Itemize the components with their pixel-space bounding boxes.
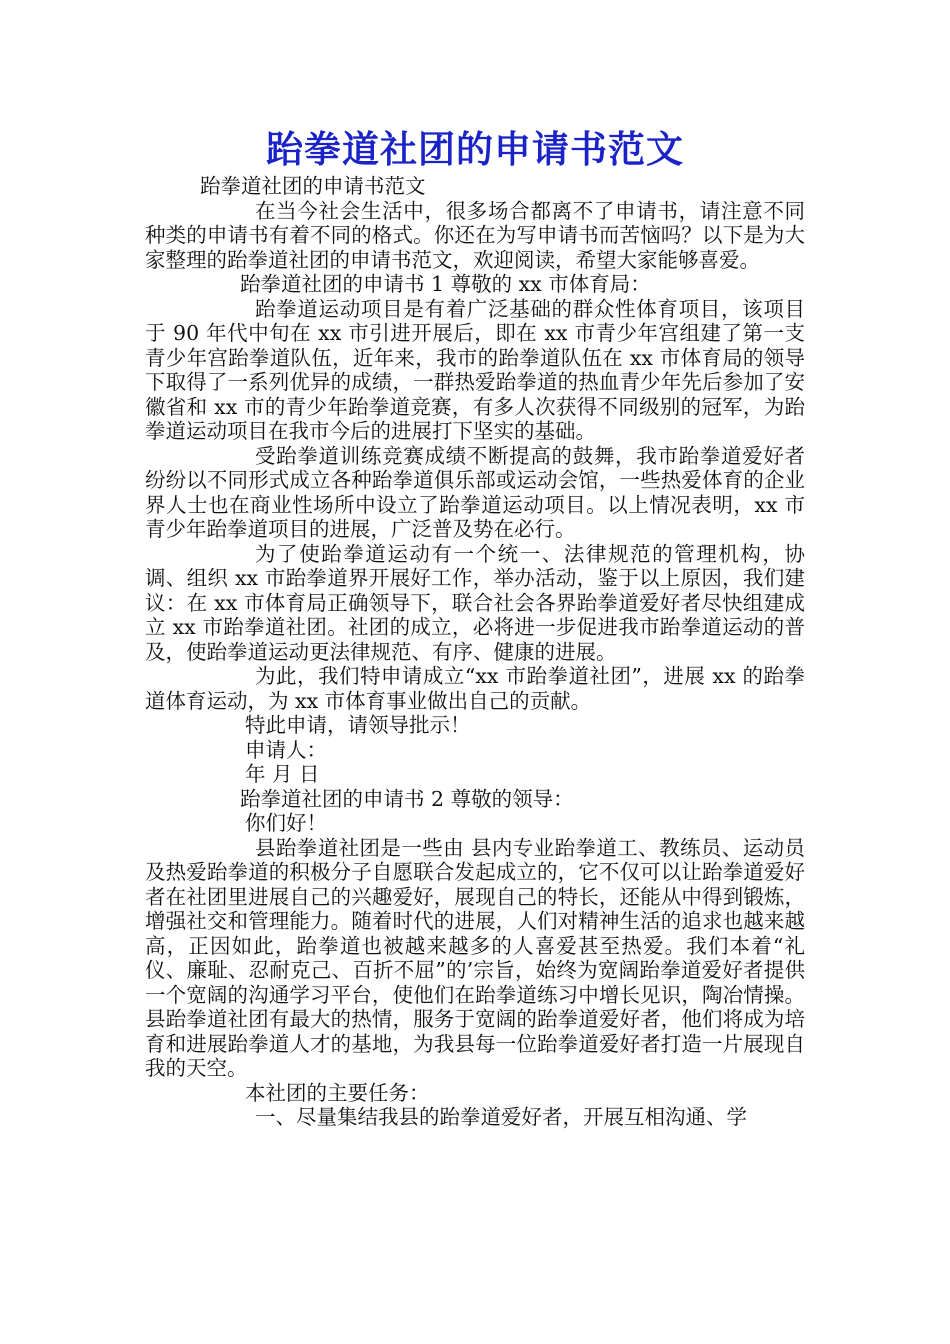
body-paragraph: 跆拳道运动项目是有着广泛基础的群众性体育项目，该项目于 90 年代中旬在 xx 市引进开展后，即在 xx 市青少年宫组建了第一支青少年宫跆拳道队伍，近年来，我市的跆拳道队伍在 xx 市体育局的领导下取得了一系列优异的成绩，一群热爱跆拳道的热血青少年先后参加了安徽省和 xx 市的青少年跆拳道竞赛，有多人次获得不同级别的冠军，为跆拳道运动项目在我市今后的进展打下坚实的基础。: [145, 296, 805, 443]
tasks-heading: 本社团的主要任务：: [245, 1080, 430, 1105]
document-body: [145, 174, 805, 1130]
document-title: 跆拳道社团的申请书范文: [266, 128, 684, 171]
body-paragraph: 为了使跆拳道运动有一个统一、法律规范的管理机构，协调、组织 xx 市跆拳道界开展好工作，举办活动，鉴于以上原因，我们建议：在 xx 市体育局正确领导下，联合社会各界跆拳道爱好者尽快组建成立 xx 市跆拳道社团。社团的成立，必将进一步促进我市跆拳道运动的普及，使跆拳道运动更法律规范、有序、健康的进展。: [145, 541, 805, 664]
letter-1-heading: 跆拳道社团的申请书 1 尊敬的 xx 市体育局：: [240, 272, 651, 296]
request-line: 特此申请，请领导批示！: [245, 713, 471, 737]
letter-2-heading: 跆拳道社团的申请书 2 尊敬的领导：: [240, 786, 574, 811]
date-line: 年 月 日: [245, 762, 320, 786]
body-paragraph: 为此，我们特申请成立“xx 市跆拳道社团”，进展 xx 的跆拳道体育运动，为 xx 市体育事业做出自己的贡献。: [145, 664, 805, 713]
subtitle-paragraph: 跆拳道社团的申请书范文: [200, 174, 426, 198]
applicant-line: 申请人：: [245, 737, 327, 762]
intro-paragraph: 在当今社会生活中，很多场合都离不了申请书，请注意不同种类的申请书有着不同的格式。你还在为写申请书而苦恼吗？以下是为大家整理的跆拳道社团的申请书范文，欢迎阅读，希望大家能够喜爱。: [145, 198, 805, 272]
task-item: 一、尽量集结我县的跆拳道爱好者，开展互相沟通、学: [255, 1105, 747, 1129]
body-paragraph: 受跆拳道训练竞赛成绩不断提高的鼓舞，我市跆拳道爱好者纷纷以不同形式成立各种跆拳道俱乐部或运动会馆，一些热爱体育的企业界人士也在商业性场所中设立了跆拳道运动项目。以上情况表明，xx 市青少年跆拳道项目的进展，广泛普及势在必行。: [145, 443, 805, 541]
body-paragraph: 县跆拳道社团是一些由 县内专业跆拳道工、教练员、运动员及热爱跆拳道的积极分子自愿联合发起成立的，它不仅可以让跆拳道爱好者在社团里进展自己的兴趣爱好，展现自己的特长，还能从中得到锻炼，增强社交和管理能力。随着时代的进展，人们对精神生活的追求也越来越高，正因如此，跆拳道也被越来越多的人喜爱甚至热爱。我们本着“礼仪、廉耻、忍耐克己、百折不屈”的’宗旨，始终为宽阔跆拳道爱好者提供一个宽阔的沟通学习平台，使他们在跆拳道练习中增长见识，陶冶情操。 县跆拳道社团有最大的热情，服务于宽阔的跆拳道爱好者，他们将成为培育和进展跆拳道人才的基地，为我县每一位跆拳道爱好者打造一片展现自我的天空。: [145, 835, 805, 1080]
greeting-line: 你们好！: [245, 811, 327, 835]
